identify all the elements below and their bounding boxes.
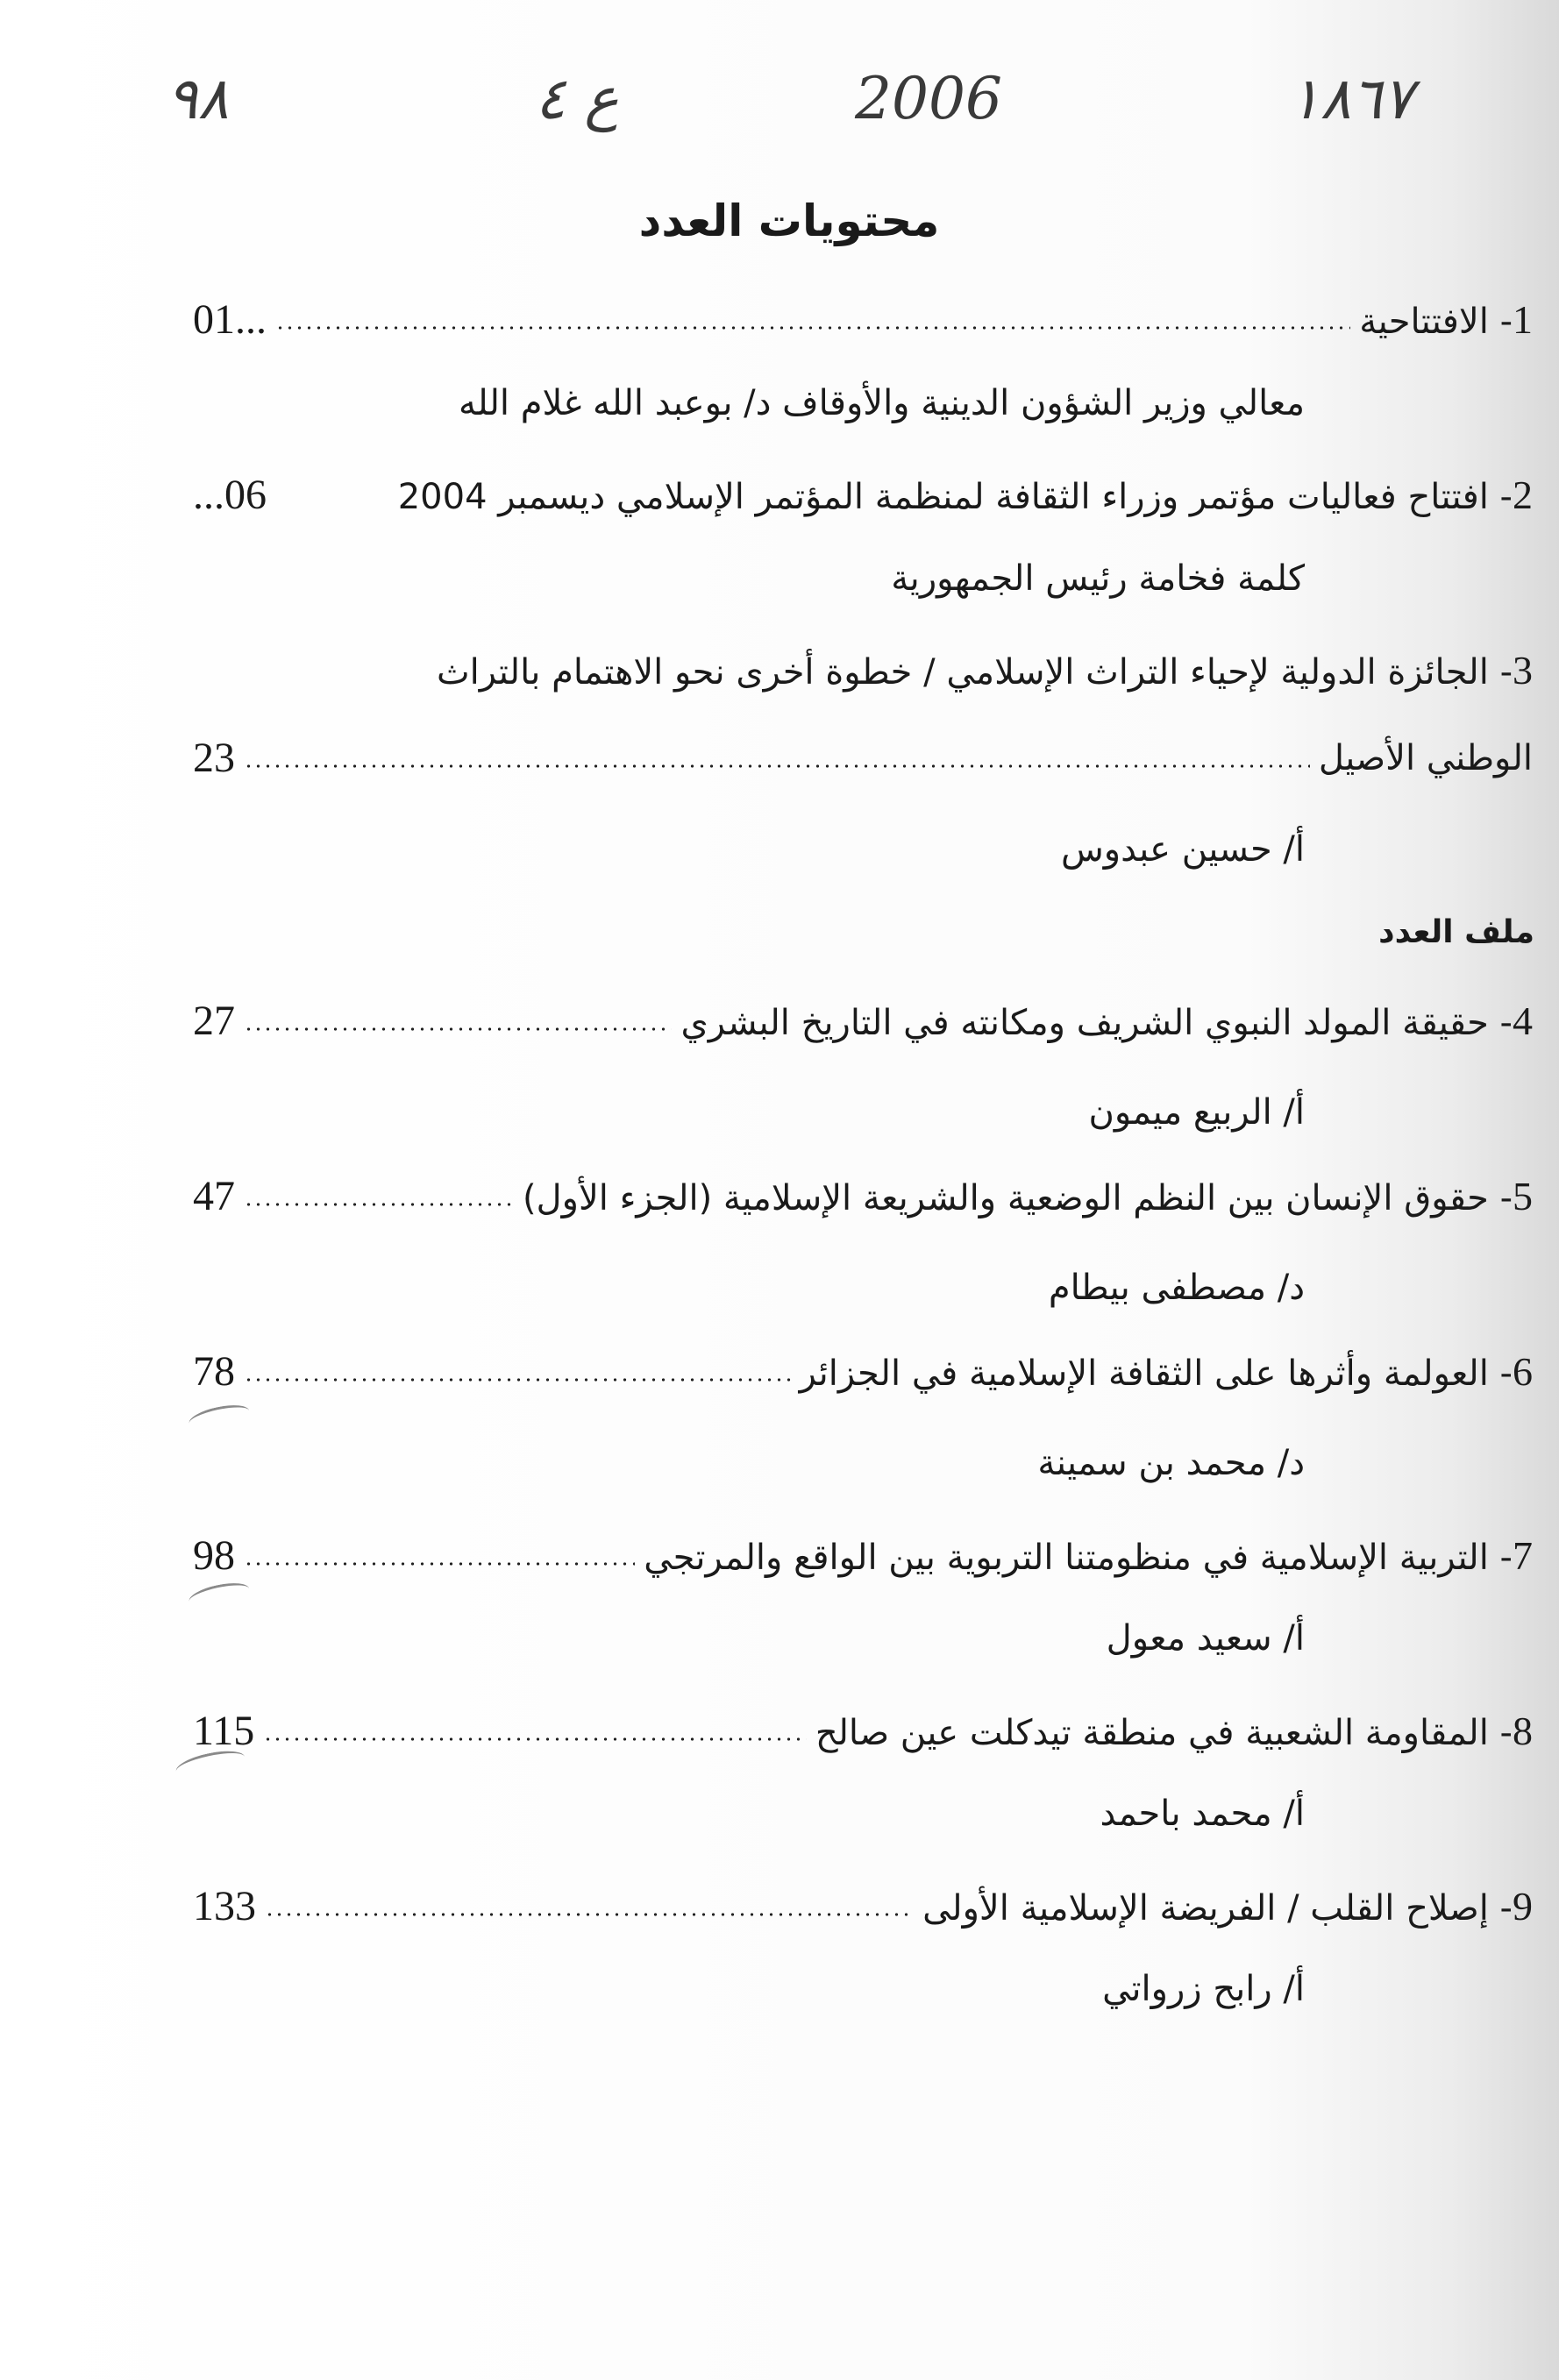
- toc-entry-text: - إصلاح القلب / الفريضة الإسلامية الأولى: [922, 1888, 1513, 1929]
- page-title: محتويات العدد: [638, 195, 940, 246]
- toc-page-number: 98: [193, 1532, 235, 1580]
- toc-entry-number: 4: [1513, 998, 1533, 1044]
- toc-entry-number: 5: [1513, 1174, 1533, 1219]
- toc-entry-text: - الجائزة الدولية لإحياء التراث الإسلامي / خطوة أخرى نحو الاهتمام بالتراث: [436, 652, 1513, 693]
- section-heading: ملف العدد: [1378, 914, 1534, 950]
- toc-entry-text: - حقوق الإنسان بين النظم الوضعية والشريعة الإسلامية (الجزء الأول): [522, 1178, 1513, 1219]
- toc-entry-6: [193, 1341, 1533, 1403]
- toc-entry-title: [680, 997, 1533, 1045]
- toc-entry-author: أ/ الربيع ميمون: [1088, 1092, 1305, 1133]
- handwritten-note-left: ٩٨: [167, 65, 229, 132]
- toc-entry-author: أ/ محمد باحمد: [1100, 1794, 1305, 1834]
- toc-page-number: 115: [193, 1708, 255, 1755]
- leader-dots: [244, 764, 1310, 768]
- toc-entry-number: 8: [1513, 1709, 1533, 1754]
- toc-entry-text: - المقاومة الشعبية في منطقة تيدكلت عين صالح: [815, 1713, 1513, 1754]
- toc-entry-title: [815, 1707, 1533, 1755]
- toc-page-number: 01...: [193, 296, 267, 344]
- leader-dots: [263, 1737, 807, 1741]
- toc-entry-text: - الافتتاحية: [1359, 302, 1513, 343]
- toc-entry-3-continuation: [193, 728, 1533, 789]
- toc-entry-number: 1: [1513, 297, 1533, 343]
- toc-entry-text: - العولمة وأثرها على الثقافة الإسلامية في الجزائر: [799, 1353, 1513, 1395]
- toc-entry-number: 7: [1513, 1533, 1533, 1579]
- pencil-mark: [187, 1401, 251, 1433]
- toc-entry-number: 3: [1513, 648, 1533, 693]
- leader-dots: [244, 1562, 635, 1566]
- toc-entry-author: كلمة فخامة رئيس الجمهورية: [891, 558, 1305, 599]
- leader-dots: [275, 326, 1350, 330]
- toc-entry-7: [193, 1525, 1533, 1587]
- leader-dots: [265, 1913, 914, 1916]
- toc-entry-3: [193, 640, 1533, 701]
- leader-dots: [244, 1203, 514, 1206]
- toc-entry-number: 2: [1513, 472, 1533, 518]
- leader-dots: [244, 1378, 791, 1382]
- toc-entry-title: [437, 646, 1533, 694]
- leader-dots: [244, 1027, 672, 1031]
- toc-entry-text: - التربية الإسلامية في منظومتنا التربوية بين الواقع والمرتجي: [644, 1538, 1513, 1579]
- toc-entry-4: [193, 991, 1533, 1052]
- handwritten-note-middle: ع ٤: [535, 65, 619, 132]
- toc-entry-continuation: الوطني الأصيل: [1318, 738, 1533, 778]
- toc-page-number: 27: [193, 998, 235, 1045]
- toc-entry-title: [922, 1882, 1533, 1930]
- toc-page-number: 78: [193, 1348, 235, 1396]
- handwritten-note-year: 2006: [855, 65, 1002, 132]
- toc-entry-title: [523, 1172, 1533, 1220]
- handwritten-note-right: ١٨٦٧: [1289, 65, 1413, 132]
- toc-entry-8: [193, 1701, 1533, 1762]
- toc-entry-title: [398, 471, 1533, 519]
- toc-entry-text: - افتتاح فعاليات مؤتمر وزراء الثقافة لمنظمة المؤتمر الإسلامي ديسمبر 2004: [397, 477, 1513, 518]
- toc-entry-5: [193, 1166, 1533, 1227]
- toc-entry-author: د/ محمد بن سمينة: [1037, 1443, 1305, 1483]
- toc-page-number: 47: [193, 1173, 235, 1220]
- toc-entry-author: أ/ حسين عبدوس: [1060, 829, 1305, 870]
- toc-entry-title: [800, 1347, 1533, 1396]
- toc-page-number: 133: [193, 1883, 256, 1930]
- toc-entry-author: أ/ رابح زرواتي: [1102, 1969, 1305, 2009]
- toc-entry-title: [1359, 295, 1533, 344]
- toc-entry-author: معالي وزير الشؤون الدينية والأوقاف د/ بوعبد الله غلام الله: [459, 383, 1305, 423]
- toc-entry-text: - حقيقة المولد النبوي الشريف ومكانته في التاريخ البشري: [680, 1003, 1513, 1044]
- toc-entry-author: أ/ سعيد معول: [1106, 1618, 1305, 1659]
- toc-entry-2: [193, 465, 1533, 526]
- toc-entry-9: [193, 1876, 1533, 1937]
- toc-page-number: 23: [193, 735, 235, 782]
- toc-entry-author: د/ مصطفى بيطام: [1048, 1268, 1305, 1308]
- toc-entry-number: 6: [1513, 1349, 1533, 1395]
- toc-entry-1: [193, 289, 1533, 351]
- toc-entry-title: [644, 1531, 1533, 1580]
- toc-entry-number: 9: [1513, 1884, 1533, 1929]
- toc-page-number: ...06: [193, 472, 267, 519]
